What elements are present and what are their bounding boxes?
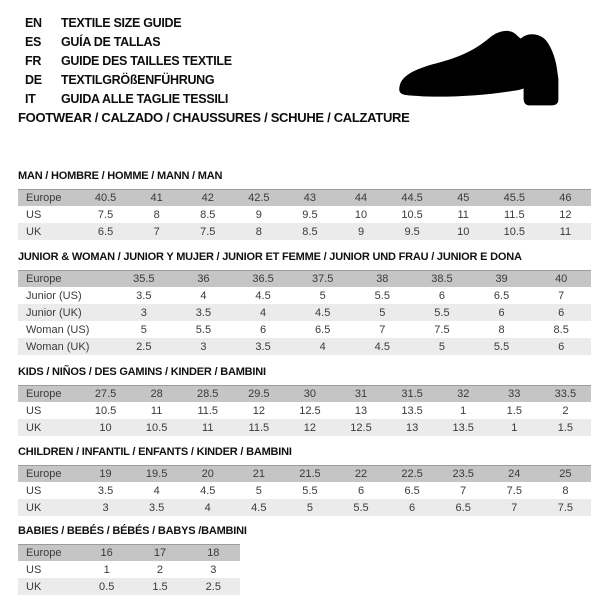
table-row (18, 419, 591, 436)
row-label: Europe (26, 388, 62, 400)
size-value: 22 (354, 468, 368, 480)
language-list (25, 13, 232, 108)
size-value: 6.5 (315, 323, 331, 336)
row-label: UK (26, 421, 42, 434)
size-value: 7.5 (200, 225, 216, 238)
row-label: Junior (UK) (26, 306, 82, 319)
size-value: 19 (99, 468, 112, 480)
size-value: 31.5 (401, 388, 423, 400)
size-value: 10.5 (145, 421, 168, 434)
language-row (25, 51, 232, 70)
size-value: 35.5 (133, 273, 155, 285)
size-value: 4 (204, 501, 211, 514)
language-code: IT (25, 91, 36, 106)
size-value: 10 (354, 208, 368, 221)
table-title: KIDS / NIÑOS / DES GAMINS / KINDER / BAMBINI (18, 366, 266, 378)
size-value: 11 (559, 225, 572, 238)
size-value: 11 (150, 404, 163, 417)
language-label: TEXTILGRÖßENFÜHRUNG (61, 72, 215, 87)
size-value: 10.5 (94, 404, 117, 417)
size-value: 5.5 (374, 289, 390, 302)
size-value: 42 (201, 192, 214, 204)
size-value: 44.5 (401, 192, 423, 204)
size-value: 5.5 (493, 340, 510, 353)
size-value: 37.5 (311, 273, 334, 285)
language-code: ES (25, 34, 42, 49)
row-label: UK (26, 225, 42, 238)
size-value: 6 (558, 306, 565, 319)
size-value: 6.5 (97, 225, 114, 238)
size-value: 5 (255, 484, 262, 497)
size-value: 17 (153, 547, 167, 559)
size-value: 30 (303, 388, 317, 400)
language-code: EN (25, 15, 42, 30)
size-value: 38 (376, 273, 389, 285)
size-value: 4.5 (255, 289, 271, 302)
language-label: GUÍA DE TALLAS (61, 34, 161, 49)
size-value: 8 (255, 225, 262, 238)
size-value: 4 (153, 484, 160, 497)
size-value: 8 (153, 208, 160, 221)
language-row (25, 89, 232, 108)
size-value: 8.5 (200, 208, 216, 221)
table-row (18, 578, 240, 595)
table-row (18, 338, 591, 355)
size-value: 28.5 (197, 388, 219, 400)
size-value: 10.5 (503, 225, 525, 238)
table-row (18, 270, 591, 287)
size-value: 1 (103, 563, 110, 576)
size-value: 4.5 (315, 306, 331, 319)
size-value: 4 (260, 306, 267, 319)
row-label: US (26, 484, 42, 497)
table-row (18, 402, 591, 419)
row-label: Europe (26, 192, 62, 204)
size-value: 1.5 (557, 421, 574, 434)
size-value: 39 (495, 273, 508, 285)
size-value: 19.5 (145, 468, 168, 480)
size-value: 4.5 (200, 484, 216, 497)
table-row (18, 482, 591, 499)
size-value: 22.5 (401, 468, 423, 480)
table-row (18, 499, 591, 516)
size-value: 21.5 (299, 468, 321, 480)
size-value: 33 (508, 388, 521, 400)
size-value: 9 (357, 225, 365, 238)
size-table (18, 544, 240, 595)
size-value: 36.5 (252, 273, 274, 285)
size-value: 12 (559, 208, 572, 221)
language-row (25, 32, 232, 51)
size-value: 16 (100, 547, 113, 559)
section-kids (18, 366, 591, 436)
row-label: US (26, 404, 42, 417)
row-label: Woman (US) (26, 323, 90, 336)
size-value: 7 (511, 501, 518, 514)
size-value: 8 (562, 484, 569, 497)
size-value: 0.5 (99, 580, 115, 593)
size-value: 40 (555, 273, 568, 285)
row-label: US (26, 563, 42, 576)
size-table (18, 270, 591, 355)
table-row (18, 544, 240, 561)
size-value: 13 (405, 421, 419, 434)
language-row (25, 70, 232, 89)
row-label: UK (26, 580, 42, 593)
size-table (18, 385, 591, 436)
section-junior-woman (18, 251, 591, 355)
size-value: 5 (438, 340, 445, 353)
size-value: 4.5 (251, 501, 267, 514)
size-value: 20 (201, 468, 214, 480)
size-value: 5 (306, 501, 313, 514)
size-value: 3 (210, 563, 217, 576)
size-value: 18 (207, 547, 220, 559)
size-value: 1 (460, 404, 467, 417)
table-row (18, 206, 591, 223)
size-value: 44 (354, 192, 368, 204)
size-value: 12.5 (299, 404, 321, 417)
size-value: 6 (409, 501, 416, 514)
size-value: 11.5 (248, 421, 270, 434)
table-row (18, 561, 240, 578)
size-value: 3 (102, 501, 109, 514)
size-value: 10.5 (401, 208, 423, 221)
size-value: 28 (150, 388, 163, 400)
row-label: Europe (26, 547, 62, 559)
size-value: 7.5 (557, 501, 574, 514)
size-value: 6.5 (493, 289, 510, 302)
size-value: 46 (559, 192, 572, 204)
size-value: 33.5 (554, 388, 577, 400)
size-value: 29.5 (248, 388, 270, 400)
size-value: 32 (457, 388, 470, 400)
size-value: 6 (438, 289, 445, 302)
table-title: CHILDREN / INFANTIL / ENFANTS / KINDER / BAMBINI (18, 446, 292, 458)
size-value: 7.5 (434, 323, 450, 336)
size-value: 7.5 (97, 208, 114, 221)
size-value: 6.5 (404, 484, 420, 497)
row-label: US (26, 208, 42, 221)
language-row (25, 13, 232, 32)
size-table (18, 465, 591, 516)
table-row (18, 287, 591, 304)
size-value: 3 (200, 340, 207, 353)
row-label: Woman (UK) (26, 340, 90, 353)
size-value: 2 (562, 404, 569, 417)
size-value: 25 (559, 468, 572, 480)
table-row (18, 321, 591, 338)
size-value: 24 (508, 468, 521, 480)
language-code: FR (25, 53, 42, 68)
size-value: 7 (558, 289, 565, 302)
size-value: 40.5 (94, 192, 117, 204)
size-value: 5 (140, 323, 147, 336)
size-value: 43 (303, 192, 317, 204)
size-value: 11.5 (197, 404, 219, 417)
size-value: 10 (99, 421, 112, 434)
row-label: Junior (US) (26, 289, 82, 302)
size-value: 21 (252, 468, 265, 480)
size-value: 5.5 (195, 323, 212, 336)
size-value: 9.5 (302, 208, 318, 221)
category-heading: FOOTWEAR / CALZADO / CHAUSSURES / SCHUHE / CALZATURE (18, 110, 410, 125)
size-value: 3.5 (97, 484, 114, 497)
size-value: 13.5 (401, 404, 423, 417)
size-value: 3.5 (148, 501, 165, 514)
size-value: 6 (558, 340, 565, 353)
size-value: 2 (156, 563, 164, 576)
size-value: 2.5 (205, 580, 221, 593)
size-value: 6 (498, 306, 505, 319)
size-value: 12 (303, 421, 317, 434)
size-value: 45 (457, 192, 470, 204)
size-value: 36 (197, 273, 210, 285)
size-value: 38.5 (431, 273, 453, 285)
size-value: 10 (457, 225, 470, 238)
size-value: 5.5 (302, 484, 318, 497)
section-children (18, 446, 591, 516)
size-value: 27.5 (94, 388, 117, 400)
size-value: 12 (252, 404, 265, 417)
size-value: 12.5 (350, 421, 372, 434)
size-value: 8 (498, 323, 505, 336)
size-value: 7 (379, 323, 386, 336)
table-title: BABIES / BEBÉS / BÉBÉS / BABYS /BAMBINI (18, 525, 247, 537)
section-babies (18, 525, 247, 595)
language-label: GUIDE DES TAILLES TEXTILE (61, 53, 232, 68)
size-value: 6 (357, 484, 365, 497)
size-value: 7 (153, 225, 160, 238)
size-value: 11 (457, 208, 469, 221)
table-row (18, 385, 591, 402)
row-label: Europe (26, 468, 62, 480)
size-value: 3.5 (255, 340, 271, 353)
size-value: 13 (354, 404, 368, 417)
size-value: 5 (379, 306, 386, 319)
size-value: 41 (150, 192, 163, 204)
language-label: GUIDA ALLE TAGLIE TESSILI (61, 91, 229, 106)
size-value: 42.5 (248, 192, 270, 204)
size-value: 1.5 (506, 404, 522, 417)
size-value: 6.5 (455, 501, 471, 514)
row-label: UK (26, 501, 42, 514)
size-value: 5.5 (353, 501, 369, 514)
size-value: 4 (200, 289, 207, 302)
size-value: 8.5 (553, 323, 569, 336)
size-value: 5.5 (434, 306, 450, 319)
size-value: 31 (354, 388, 368, 400)
size-value: 5 (319, 289, 326, 302)
language-label: TEXTILE SIZE GUIDE (61, 15, 182, 30)
size-value: 1 (511, 421, 518, 434)
size-value: 6 (260, 323, 267, 336)
size-value: 3 (140, 306, 147, 319)
size-value: 45.5 (503, 192, 525, 204)
size-value: 3.5 (136, 289, 152, 302)
section-man (18, 170, 591, 240)
size-value: 4 (319, 340, 326, 353)
table-title: MAN / HOMBRE / HOMME / MANN / MAN (18, 170, 223, 182)
size-value: 7 (460, 484, 467, 497)
size-value: 11 (202, 421, 214, 434)
table-row (18, 223, 591, 240)
size-value: 13.5 (452, 421, 474, 434)
size-value: 9 (255, 208, 262, 221)
size-value: 2.5 (136, 340, 152, 353)
size-table (18, 189, 591, 240)
table-title: JUNIOR & WOMAN / JUNIOR Y MUJER / JUNIOR ET FEMME / JUNIOR UND FRAU / JUNIOR E DONA (18, 251, 522, 263)
table-row (18, 465, 591, 482)
size-value: 23.5 (452, 468, 474, 480)
dress-shoe-icon (392, 20, 580, 108)
size-value: 11.5 (504, 208, 525, 221)
size-value: 4.5 (374, 340, 390, 353)
size-value: 8.5 (302, 225, 318, 238)
row-label: Europe (26, 273, 62, 285)
table-row (18, 189, 591, 206)
table-row (18, 304, 591, 321)
size-value: 7.5 (506, 484, 522, 497)
size-value: 1.5 (152, 580, 168, 593)
size-value: 9.5 (404, 225, 420, 238)
language-code: DE (25, 72, 42, 87)
size-value: 3.5 (195, 306, 212, 319)
